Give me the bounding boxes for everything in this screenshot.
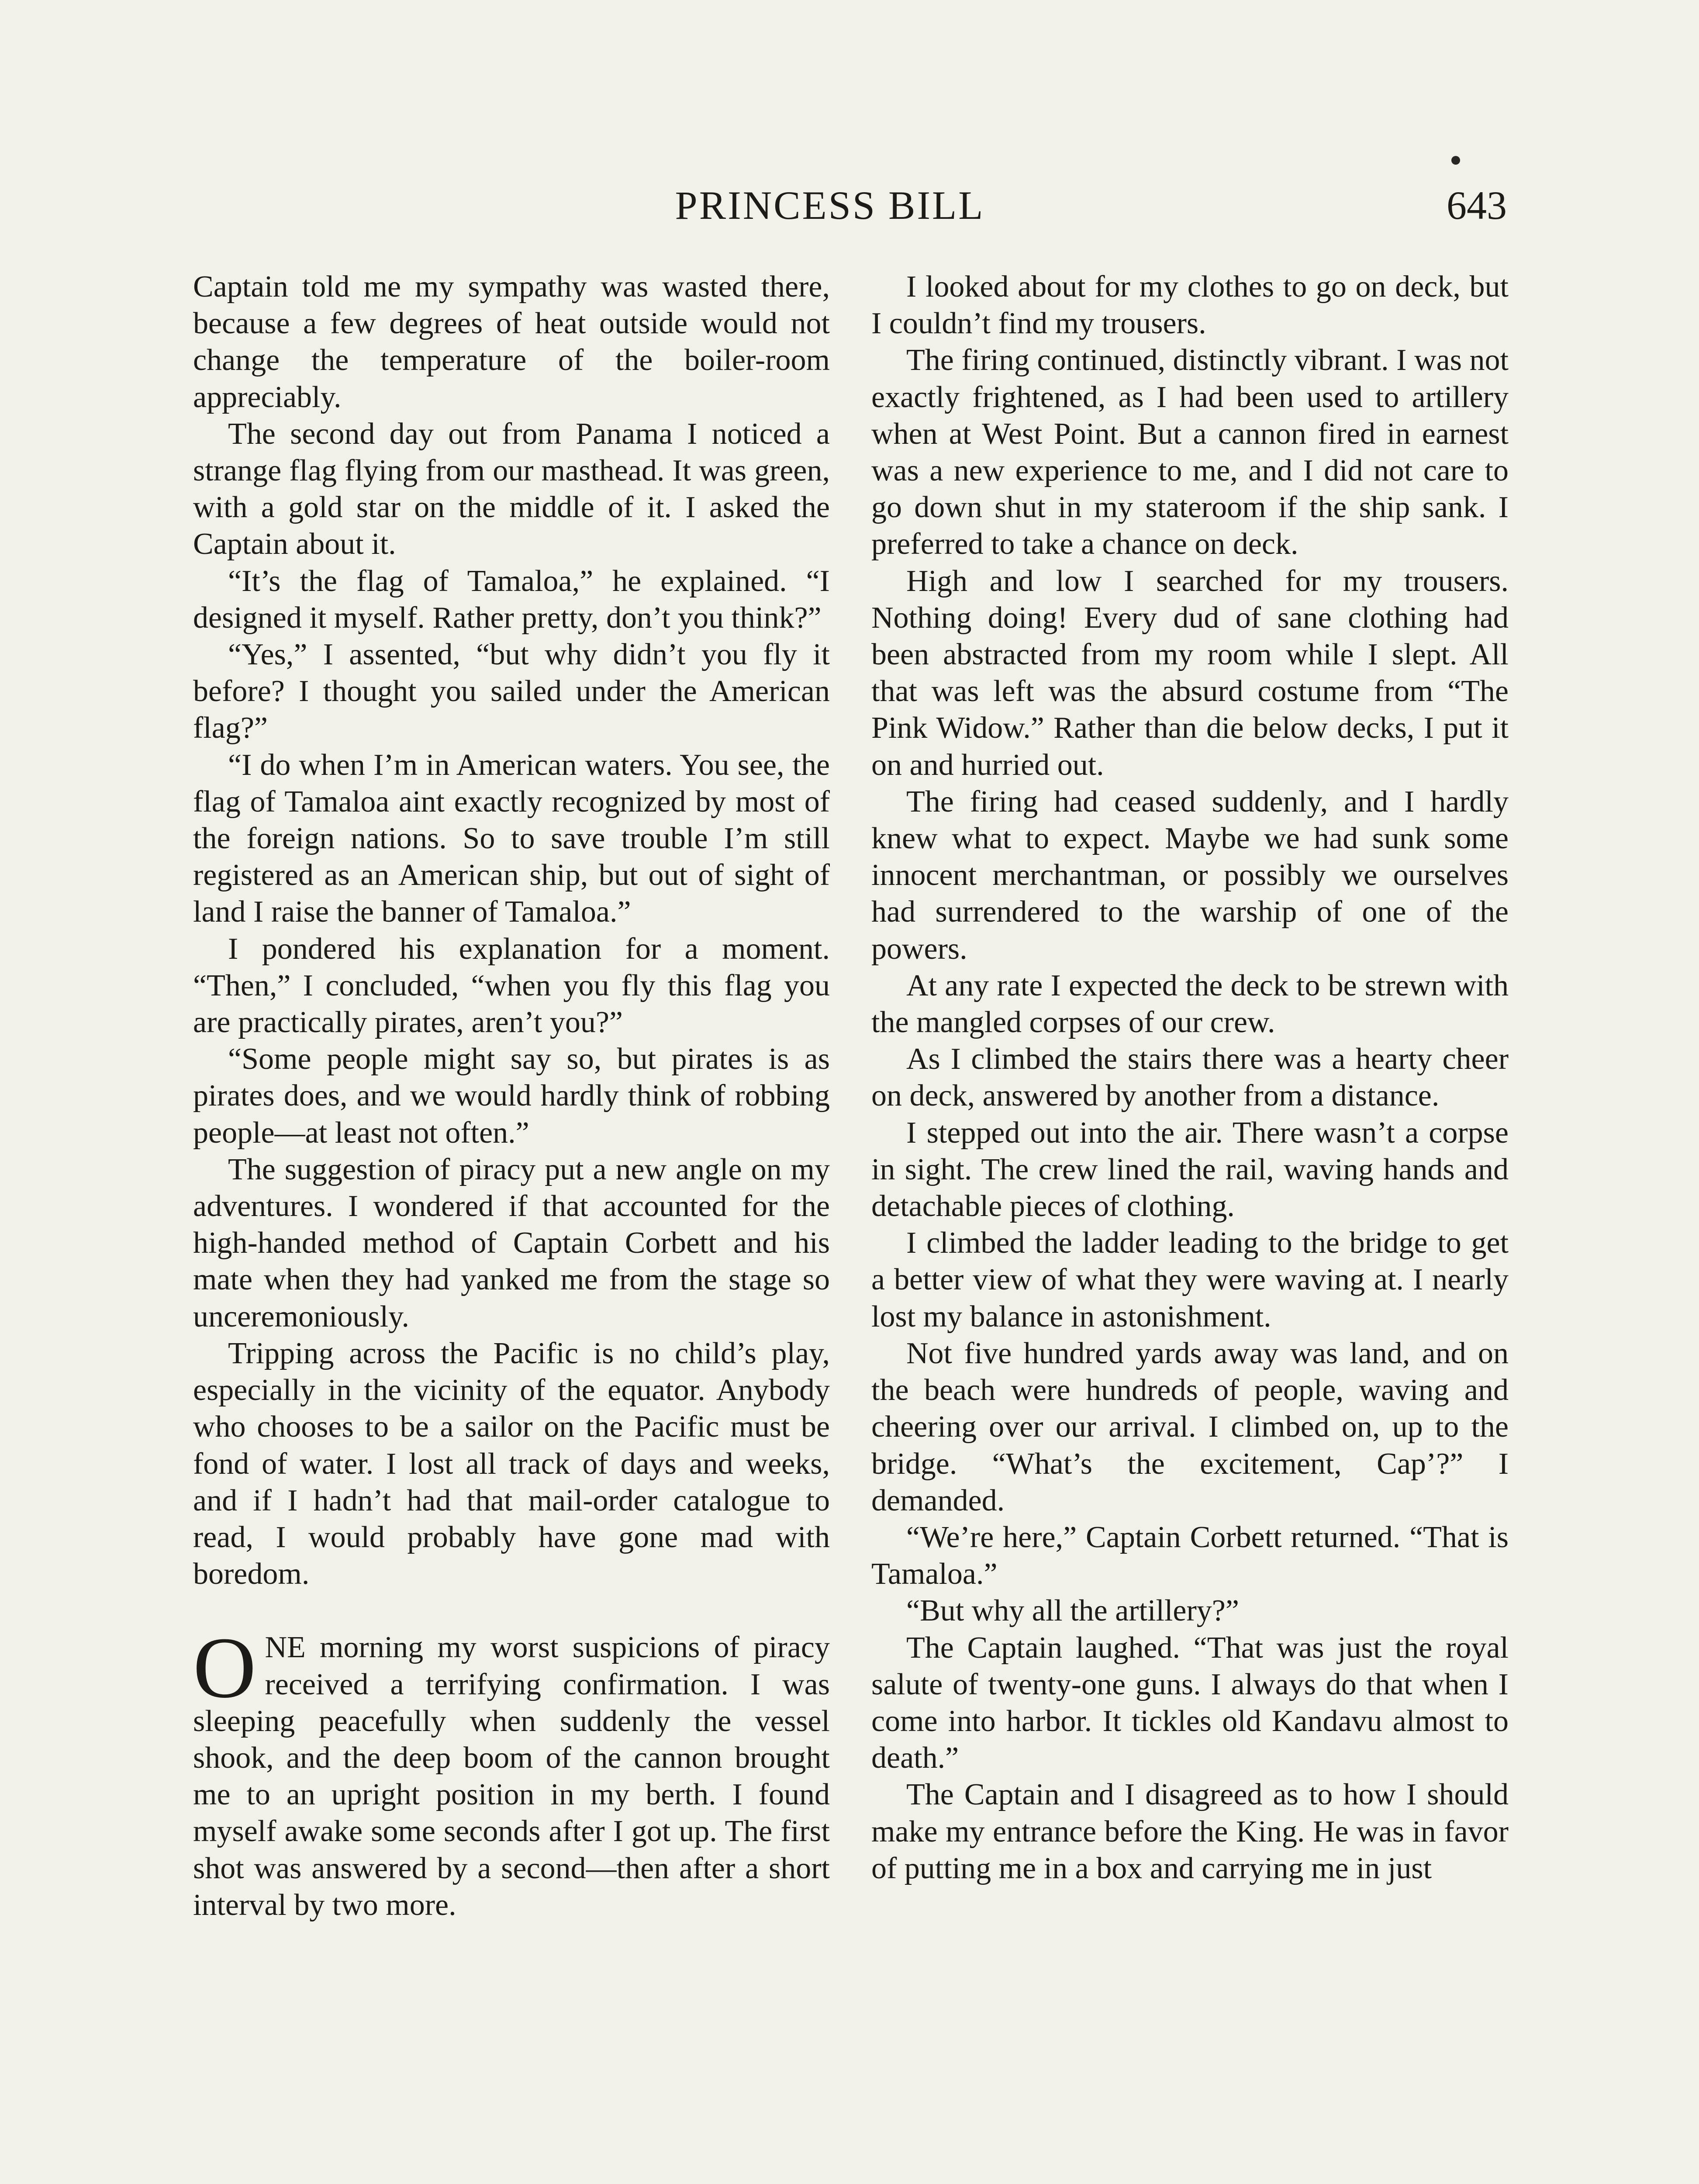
paragraph: The suggestion of piracy put a new angle on my adventures. I wondered if that accounted for the high-handed method of Captain Corbett and his mate when they had yanked me from the stage so unceremoniously.	[193, 1152, 830, 1334]
paragraph: I pondered his explanation for a moment. “Then,” I concluded, “when you fly this flag you are practically pirates, aren’t you?”	[193, 932, 830, 1040]
paragraph: I looked about for my clothes to go on deck, but I couldn’t find my trousers.	[871, 270, 1509, 341]
paragraph: Tripping across the Pacific is no child’s play, especially in the vicinity of the equator. Anybody who chooses to be a sailor on the Pacific must be fond of water. I lost all track of days and weeks, and if I hadn’t had that mail-order catalogue to read, I would probably have gone mad with boredom.	[193, 1336, 830, 1591]
paragraph: The second day out from Panama I noticed a strange flag flying from our masthead. It was green, with a gold star on the middle of it. I asked the Captain about it.	[193, 417, 830, 561]
paragraph: The firing had ceased suddenly, and I hardly knew what to expect. Maybe we had sunk some innocent merchantman, or possibly we ourselves had surrendered to the warship of one of the powers.	[871, 784, 1509, 966]
drop-cap: O	[193, 1620, 256, 1717]
section-text: NE morning my worst suspicions of piracy received a terrifying confirmation. I was sleeping peacefully when suddenly the vessel shook, and the deep boom of the cannon brought me to an upright position in my berth. I found myself awake some seconds after I got up. The first shot was answered by a second—then after a short interval by two more.	[193, 1631, 830, 1922]
paragraph: The firing continued, distinctly vibrant. I was not exactly frightened, as I had been used to artillery when at West Point. But a cannon fired in earnest was a new experience to me, and I did not care to go down shut in my stateroom if the ship sank. I preferred to take a chance on deck.	[871, 343, 1509, 561]
paragraph: High and low I searched for my trousers. Nothing doing! Every dud of sane clothing had been abstracted from my room while I slept. All that was left was the absurd costume from “The Pink Widow.” Rather than die below decks, I put it on and hurried out.	[871, 564, 1509, 782]
paragraph: I stepped out into the air. There wasn’t a corpse in sight. The crew lined the rail, waving hands and detachable pieces of clothing.	[871, 1116, 1509, 1223]
right-column	[871, 269, 1509, 2184]
paragraph: “Some people might say so, but pirates is as pirates does, and we would hardly think of robbing people—at least not often.”	[193, 1042, 830, 1150]
paragraph: As I climbed the stairs there was a hearty cheer on deck, answered by another from a distance.	[871, 1042, 1509, 1113]
paragraph: “But why all the artillery?”	[906, 1594, 1239, 1628]
paragraph: The Captain and I disagreed as to how I should make my entrance before the King. He was in favor of putting me in a box and carrying me in just	[871, 1778, 1509, 1885]
paragraph: Not five hundred yards away was land, and on the beach were hundreds of people, waving and cheering over our arrival. I climbed on, up to the bridge. “What’s the excitement, Cap’?” I demanded.	[871, 1336, 1509, 1517]
paragraph: Captain told me my sympathy was wasted there, because a few degrees of heat outside would not change the temperature of the boiler-room appreciably.	[193, 270, 830, 414]
section-opening-paragraph	[193, 1620, 830, 1924]
paragraph: “Yes,” I assented, “but why didn’t you fly it before? I thought you sailed under the American flag?”	[193, 638, 830, 745]
paragraph: At any rate I expected the deck to be strewn with the mangled corpses of our crew.	[871, 968, 1509, 1040]
paragraph: “We’re here,” Captain Corbett returned. “That is Tamaloa.”	[871, 1520, 1509, 1591]
printer-dot	[1451, 156, 1460, 165]
paragraph: “It’s the flag of Tamaloa,” he explained. “I designed it myself. Rather pretty, don’t you think?”	[193, 564, 830, 635]
paragraph: “I do when I’m in American waters. You see, the flag of Tamaloa aint exactly recognized by most of the foreign nations. So to save trouble I’m still registered as an American ship, but out of sight of land I raise the banner of Tamaloa.”	[193, 748, 830, 929]
paragraph: The Captain laughed. “That was just the royal salute of twenty-one guns. I always do that when I come into harbor. It tickles old Kandavu almost to death.”	[871, 1631, 1509, 1775]
running-title: PRINCESS BILL	[675, 183, 985, 228]
paragraph: I climbed the ladder leading to the bridge to get a better view of what they were waving at. I nearly lost my balance in astonishment.	[871, 1226, 1509, 1334]
page-number: 643	[1447, 183, 1507, 228]
left-column	[193, 269, 830, 2184]
